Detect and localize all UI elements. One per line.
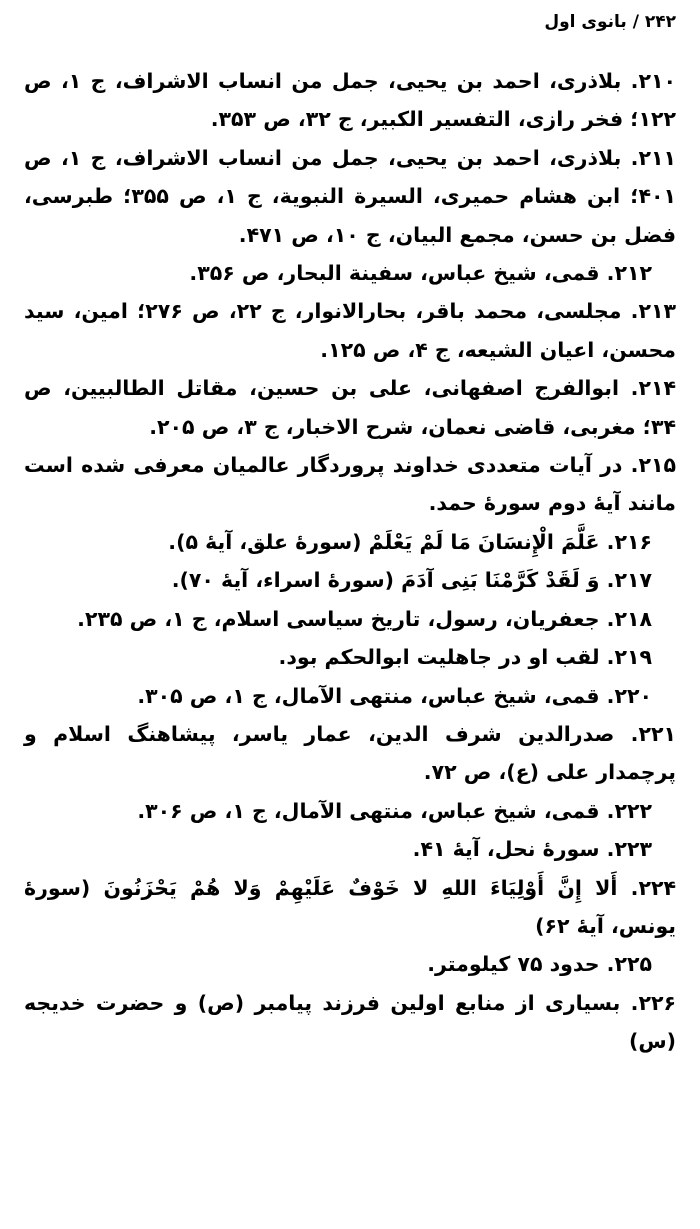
- endnote-212: ۲۱۲. قمی، شیخ عباس، سفینة البحار، ص ۳۵۶.: [189, 261, 652, 286]
- endnote-210: ۲۱۰. بلاذری، احمد بن یحیی، جمل من انساب الاشراف، ج ۱، ص ۱۲۲؛ فخر رازی، التفسیر الکبیر، ج ۳۲، ص ۳۵۳.: [24, 69, 676, 132]
- endnote-216: ۲۱۶. عَلَّمَ الْإِنسَانَ مَا لَمْ يَعْلَمْ (سورهٔ علق، آیهٔ ۵).: [168, 529, 652, 554]
- endnote-221: ۲۲۱. صدرالدین شرف الدین، عمار یاسر، پیشاهنگ اسلام و پرچمدار علی (ع)، ص ۷۲.: [24, 721, 676, 785]
- endnote-223: ۲۲۳. سورهٔ نحل، آیهٔ ۴۱.: [412, 837, 652, 862]
- running-header: ۲۴۲ / بانوی اول: [544, 12, 676, 32]
- endnote-224: ۲۲۴. أَلا إِنَّ أَوْلِيَاءَ اللهِ لا خَوْفٌ عَلَيْهِمْ وَلا هُمْ يَحْزَنُونَ (سورهٔ یونس، آیهٔ ۶۲): [24, 875, 676, 938]
- endnote-215: ۲۱۵. در آیات متعددی خداوند پروردگار عالمیان معرفی شده است مانند آیهٔ دوم سورهٔ حمد.: [24, 453, 676, 516]
- endnote-217: ۲۱۷. وَ لَقَدْ كَرَّمْنَا بَنِى آدَمَ (سورهٔ اسراء، آیهٔ ۷۰).: [171, 568, 652, 593]
- endnote-214: ۲۱۴. ابوالفرج اصفهانی، علی بن حسین، مقاتل الطالبیین، ص ۳۴؛ مغربی، قاضی نعمان، شرح الاخبار، ج ۳، ص ۲۰۵.: [24, 376, 676, 439]
- endnote-219: ۲۱۹. لقب او در جاهلیت ابوالحکم بود.: [278, 645, 652, 670]
- endnote-211: ۲۱۱. بلاذری، احمد بن یحیی، جمل من انساب الاشراف، ج ۱، ص ۴۰۱؛ ابن هشام حمیری، السیرة النبویة، ج ۱، ص ۳۵۵؛ طبرسی، فضل بن حسن، مجمع البیان، ج ۱۰، ص ۴۷۱.: [24, 145, 677, 247]
- endnote-218: ۲۱۸. جعفریان، رسول، تاریخ سیاسی اسلام، ج ۱، ص ۲۳۵.: [77, 606, 652, 631]
- endnote-226: ۲۲۶. بسیاری از منابع اولین فرزند پیامبر (ص) و حضرت خدیجه (س): [24, 990, 676, 1054]
- endnote-213: ۲۱۳. مجلسی، محمد باقر، بحارالانوار، ج ۲۲، ص ۲۷۶؛ امین، سید محسن، اعیان الشیعه، ج ۴، ص ۱۲۵.: [24, 299, 676, 362]
- endnotes-list: [24, 62, 676, 1061]
- endnote-225: ۲۲۵. حدود ۷۵ کیلومتر.: [427, 952, 652, 977]
- endnote-220: ۲۲۰. قمی، شیخ عباس، منتهی الآمال، ج ۱، ص ۳۰۵.: [137, 683, 652, 708]
- endnote-222: ۲۲۲. قمی، شیخ عباس، منتهی الآمال، ج ۱، ص ۳۰۶.: [137, 798, 652, 823]
